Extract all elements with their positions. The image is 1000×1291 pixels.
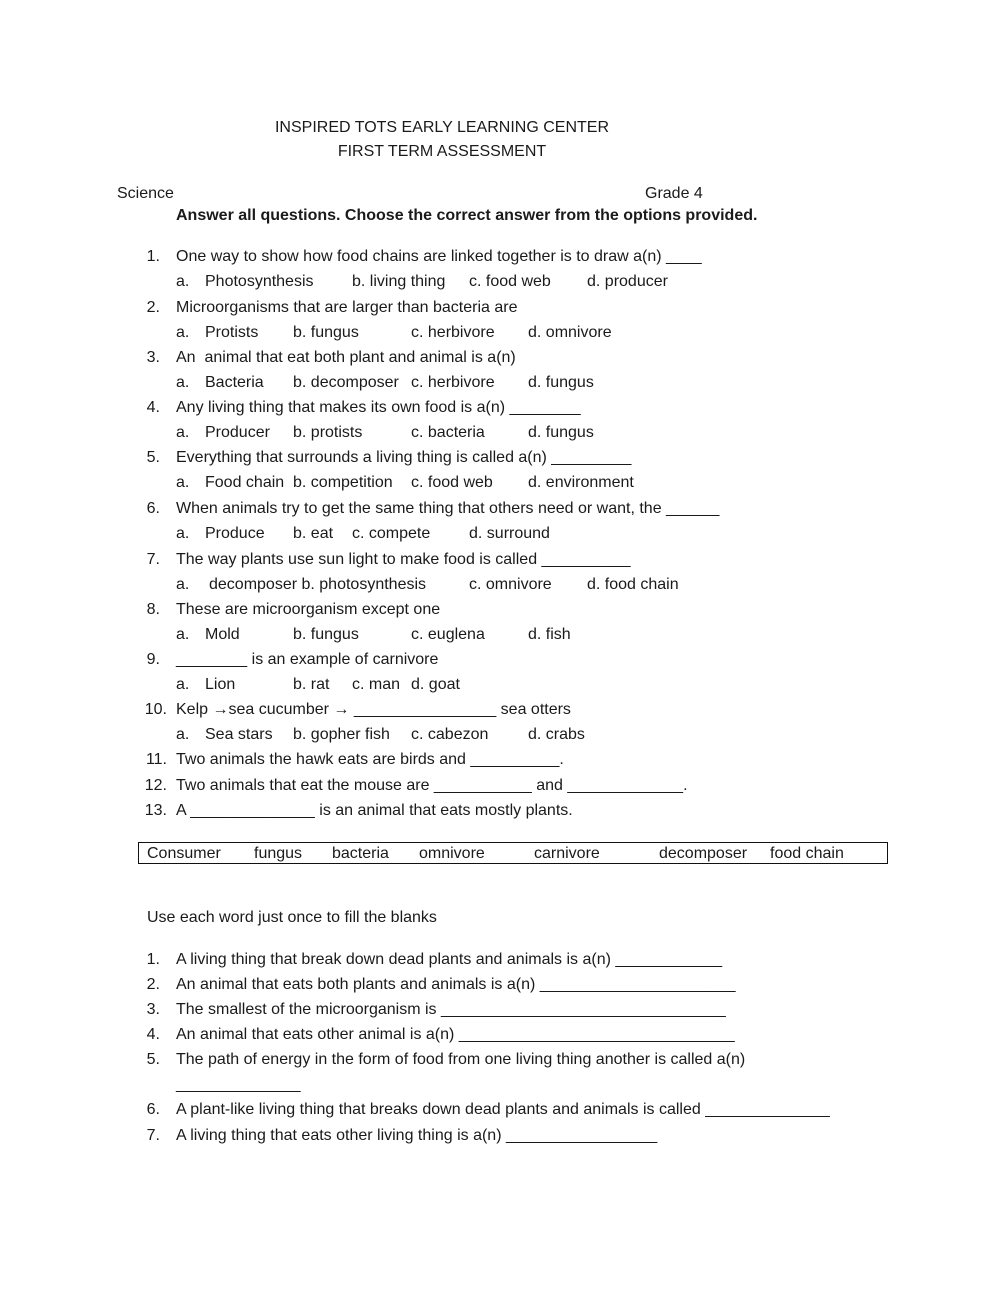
option-b: b. fungus xyxy=(293,324,359,341)
question-text: The smallest of the microorganism is ________________________________ xyxy=(176,1001,726,1018)
option-b: b. protists xyxy=(293,424,363,441)
option-c: c. euglena xyxy=(411,626,485,643)
word-bank-item: omnivore xyxy=(419,845,485,862)
option-b: b. decomposer xyxy=(293,374,399,391)
question-number: 7. xyxy=(146,1127,160,1144)
option-label: a. xyxy=(176,324,190,341)
question-text: A ______________ is an animal that eats mostly plants. xyxy=(176,802,573,819)
word-bank-item: carnivore xyxy=(534,845,600,862)
question-number: 9. xyxy=(146,651,160,668)
word-bank-item: food chain xyxy=(770,845,844,862)
option-label: a. xyxy=(176,676,190,693)
option-c: c. herbivore xyxy=(411,324,495,341)
option-d: d. food chain xyxy=(587,576,679,593)
option-label: a. xyxy=(176,474,190,491)
option-label: a. xyxy=(176,525,190,542)
question-text: An animal that eats other animal is a(n) _______________________________ xyxy=(176,1026,735,1043)
option-b: b. eat xyxy=(293,525,334,542)
option-b: b. gopher fish xyxy=(293,726,390,743)
question-number: 7. xyxy=(146,551,160,568)
school-name: INSPIRED TOTS EARLY LEARNING CENTER xyxy=(274,119,609,136)
question-text: Microorganisms that are larger than bacteria are xyxy=(176,299,518,316)
question-number: 6. xyxy=(146,500,160,517)
option-a: Producer xyxy=(205,424,270,441)
answer-blank: ______________ xyxy=(176,1076,301,1093)
word-bank-item: Consumer xyxy=(147,845,221,862)
question-text: A living thing that break down dead plants and animals is a(n) ____________ xyxy=(176,951,723,968)
option-label: a. xyxy=(176,726,190,743)
option-label: a. xyxy=(176,273,190,290)
option-a: Food chain xyxy=(205,474,285,491)
question-number: 8. xyxy=(146,601,160,618)
option-b: b. rat xyxy=(293,676,330,693)
question-text: One way to show how food chains are linked together is to draw a(n) ____ xyxy=(176,248,702,265)
question-text: ________ is an example of carnivore xyxy=(176,651,439,668)
question-number: 3. xyxy=(146,349,160,366)
question-number: 2. xyxy=(146,299,160,316)
question-number: 1. xyxy=(146,248,160,265)
question-number: 4. xyxy=(146,1026,160,1043)
question-text: Everything that surrounds a living thing is called a(n) _________ xyxy=(176,449,632,466)
question-number: 10. xyxy=(144,701,167,718)
option-b: b. living thing xyxy=(352,273,446,290)
option-c: c. cabezon xyxy=(411,726,489,743)
question-text: Two animals that eat the mouse are ___________ and _____________. xyxy=(176,777,688,794)
option-d: d. fungus xyxy=(528,374,594,391)
question-number: 5. xyxy=(146,449,160,466)
option-c: c. food web xyxy=(411,474,493,491)
option-a: Sea stars xyxy=(205,726,273,743)
option-d: d. environment xyxy=(528,474,634,491)
option-c: c. food web xyxy=(469,273,551,290)
question-text: The path of energy in the form of food from one living thing another is called a(n) xyxy=(176,1051,746,1068)
question-text: These are microorganism except one xyxy=(176,601,441,618)
subject-label: Science xyxy=(117,185,174,202)
question-number: 12. xyxy=(144,777,167,794)
word-bank-item: fungus xyxy=(254,845,303,862)
option-d: d. surround xyxy=(469,525,550,542)
question-text: The way plants use sun light to make food is called __________ xyxy=(176,551,631,568)
question-number: 3. xyxy=(146,1001,160,1018)
question-text: An animal that eat both plant and animal is a(n) xyxy=(176,349,516,366)
option-d: d. goat xyxy=(411,676,460,693)
grade-label: Grade 4 xyxy=(645,185,703,202)
option-a: Produce xyxy=(205,525,265,542)
word-bank-item: bacteria xyxy=(332,845,389,862)
question-number: 6. xyxy=(146,1101,160,1118)
question-text: A plant-like living thing that breaks down dead plants and animals is called ______________ xyxy=(176,1101,830,1118)
option-label: a. xyxy=(176,424,190,441)
option-c: c. compete xyxy=(352,525,431,542)
option-c: c. omnivore xyxy=(469,576,552,593)
option-d: d. crabs xyxy=(528,726,585,743)
option-b: b. fungus xyxy=(293,626,359,643)
question-text: Kelp →sea cucumber → ________________ sea otters xyxy=(176,701,571,718)
question-text: Any living thing that makes its own food is a(n) ________ xyxy=(176,399,581,416)
option-a: Bacteria xyxy=(205,374,264,391)
question-text: Two animals the hawk eats are birds and __________. xyxy=(176,751,564,768)
option-a: Mold xyxy=(205,626,240,643)
word-bank xyxy=(138,842,888,864)
option-d: d. fish xyxy=(528,626,571,643)
option-c: c. man xyxy=(352,676,401,693)
option-a: Protists xyxy=(205,324,259,341)
option-d: d. omnivore xyxy=(528,324,612,341)
option-c: c. herbivore xyxy=(411,374,495,391)
question-number: 1. xyxy=(146,951,160,968)
question-text: An animal that eats both plants and animals is a(n) ______________________ xyxy=(176,976,736,993)
question-number: 11. xyxy=(145,751,167,768)
question-number: 5. xyxy=(146,1051,160,1068)
option-label: a. xyxy=(176,374,190,391)
option-d: d. fungus xyxy=(528,424,594,441)
option-a-b: decomposer b. photosynthesis xyxy=(209,576,427,593)
option-label: a. xyxy=(176,626,190,643)
question-number: 13. xyxy=(144,802,167,819)
option-c: c. bacteria xyxy=(411,424,485,441)
option-b: b. competition xyxy=(293,474,393,491)
assessment-title: FIRST TERM ASSESSMENT xyxy=(337,143,547,160)
fill-instruction: Use each word just once to fill the blanks xyxy=(147,909,437,926)
question-text: A living thing that eats other living thing is a(n) _________________ xyxy=(176,1127,658,1144)
option-a: Photosynthesis xyxy=(205,273,314,290)
word-bank-item: decomposer xyxy=(659,845,748,862)
question-number: 4. xyxy=(146,399,160,416)
option-d: d. producer xyxy=(587,273,668,290)
instruction: Answer all questions. Choose the correct answer from the options provided. xyxy=(176,207,758,224)
option-label: a. xyxy=(176,576,190,593)
option-a: Lion xyxy=(205,676,236,693)
question-number: 2. xyxy=(146,976,160,993)
question-text: When animals try to get the same thing that others need or want, the ______ xyxy=(176,500,720,517)
